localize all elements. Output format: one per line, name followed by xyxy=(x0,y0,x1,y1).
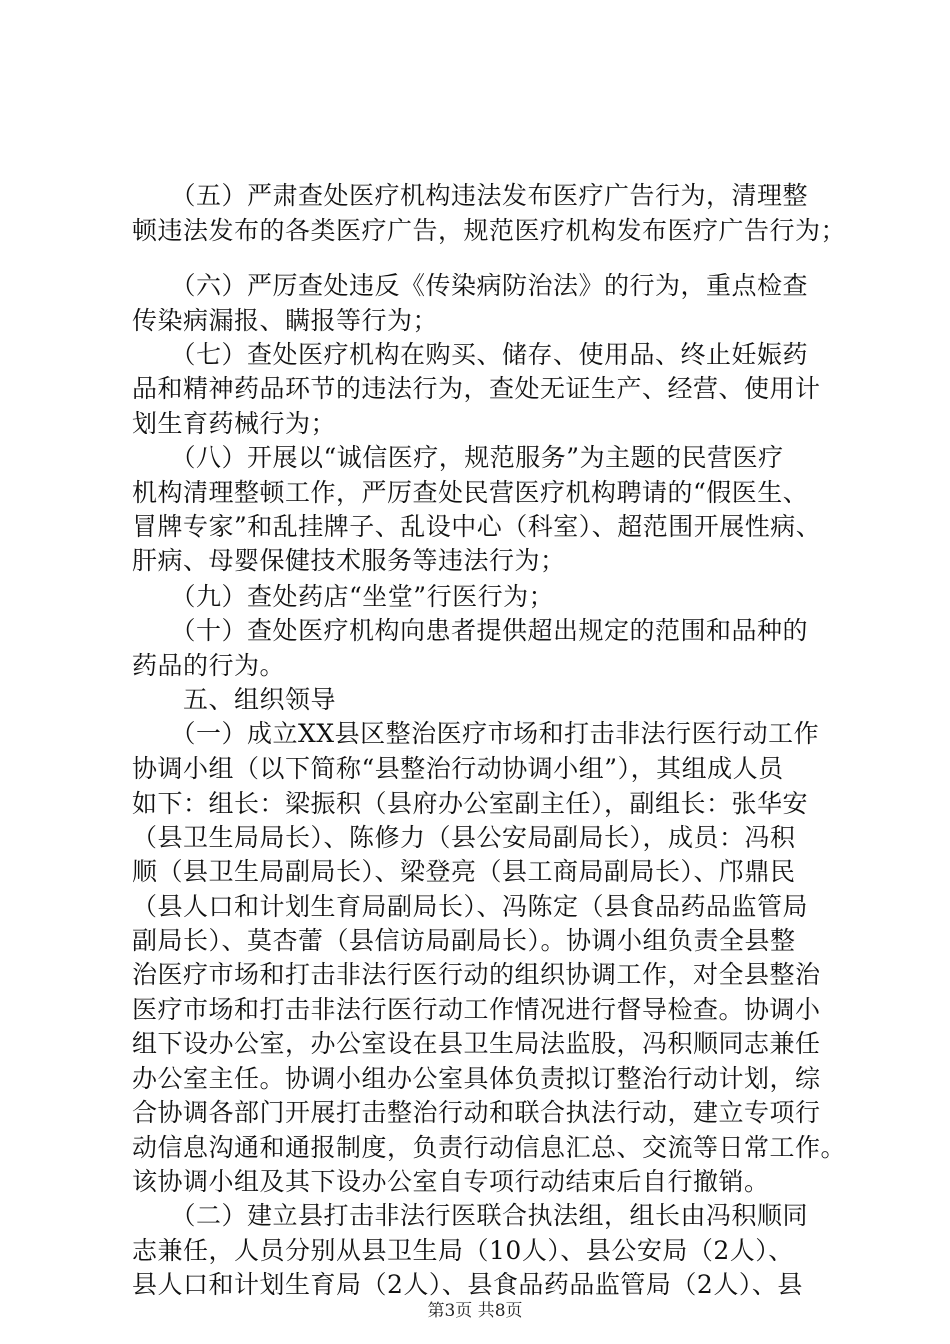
text-line: （二）建立县打击非法行医联合执法组，组长由冯积顺同 xyxy=(132,1201,809,1230)
text-line: 副局长）、莫杏蕾（县信访局副局长）。协调小组负责全县整 xyxy=(132,926,796,955)
text-line: 肝病、母婴保健技术服务等违法行为； xyxy=(132,546,566,575)
text-line: 医疗市场和打击非法行医行动工作情况进行督导检查。协调小 xyxy=(132,995,821,1024)
text-line: 品和精神药品环节的违法行为，查处无证生产、经营、使用计 xyxy=(132,374,821,403)
text-line: 协调小组（以下简称“县整治行动协调小组”），其组成人员 xyxy=(132,754,784,783)
text-line: 志兼任，人员分别从县卫生局（10人）、县公安局（2人）、 xyxy=(132,1236,794,1265)
text-line: 顿违法发布的各类医疗广告，规范医疗机构发布医疗广告行为； xyxy=(132,216,847,245)
text-line: （七）查处医疗机构在购买、储存、使用品、终止妊娠药 xyxy=(132,340,809,369)
text-line: （六）严厉查处违反《传染病防治法》的行为，重点检查 xyxy=(132,271,809,300)
text-line: 办公室主任。协调小组办公室具体负责拟订整治行动计划，综 xyxy=(132,1064,821,1093)
text-line: 县人口和计划生育局（2人）、县食品药品监管局（2人）、县 xyxy=(132,1270,803,1299)
text-line: 合协调各部门开展打击整治行动和联合执法行动，建立专项行 xyxy=(132,1098,821,1127)
text-line: （县卫生局局长）、陈修力（县公安局副局长），成员：冯积 xyxy=(132,823,796,852)
text-line: 划生育药械行为； xyxy=(132,409,337,438)
page-footer: 第3页 共8页 xyxy=(427,1301,523,1321)
text-line: （一）成立XX县区整治医疗市场和打击非法行医行动工作 xyxy=(132,719,820,748)
text-line: 药品的行为。 xyxy=(132,651,286,680)
text-line: （九）查处药店“坐堂”行医行为； xyxy=(132,582,555,611)
text-line: 机构清理整顿工作，严厉查处民营医疗机构聘请的“假医生、 xyxy=(132,478,809,507)
text-line: 该协调小组及其下设办公室自专项行动结束后自行撤销。 xyxy=(132,1167,770,1196)
text-line: （八）开展以“诚信医疗，规范服务”为主题的民营医疗 xyxy=(132,443,784,472)
text-line: （五）严肃查处医疗机构违法发布医疗广告行为，清理整 xyxy=(132,181,809,210)
text-line: （县人口和计划生育局副局长）、冯陈定（县食品药品监管局 xyxy=(132,892,809,921)
text-line: 如下：组长：梁振积（县府办公室副主任），副组长：张华安 xyxy=(132,789,809,818)
text-line: 冒牌专家”和乱挂牌子、乱设中心（科室）、超范围开展性病、 xyxy=(132,512,822,541)
text-line: 动信息沟通和通报制度，负责行动信息汇总、交流等日常工作。 xyxy=(132,1133,847,1162)
text-line: （十）查处医疗机构向患者提供超出规定的范围和品种的 xyxy=(132,616,809,645)
text-line: 五、组织领导 xyxy=(132,685,337,714)
text-line: 治医疗市场和打击非法行医行动的组织协调工作，对全县整治 xyxy=(132,960,821,989)
text-line: 组下设办公室，办公室设在县卫生局法监股，冯积顺同志兼任 xyxy=(132,1029,821,1058)
text-line: 传染病漏报、瞒报等行为； xyxy=(132,306,439,335)
text-line: 顺（县卫生局副局长）、梁登亮（县工商局副局长）、邝鼎民 xyxy=(132,857,796,886)
